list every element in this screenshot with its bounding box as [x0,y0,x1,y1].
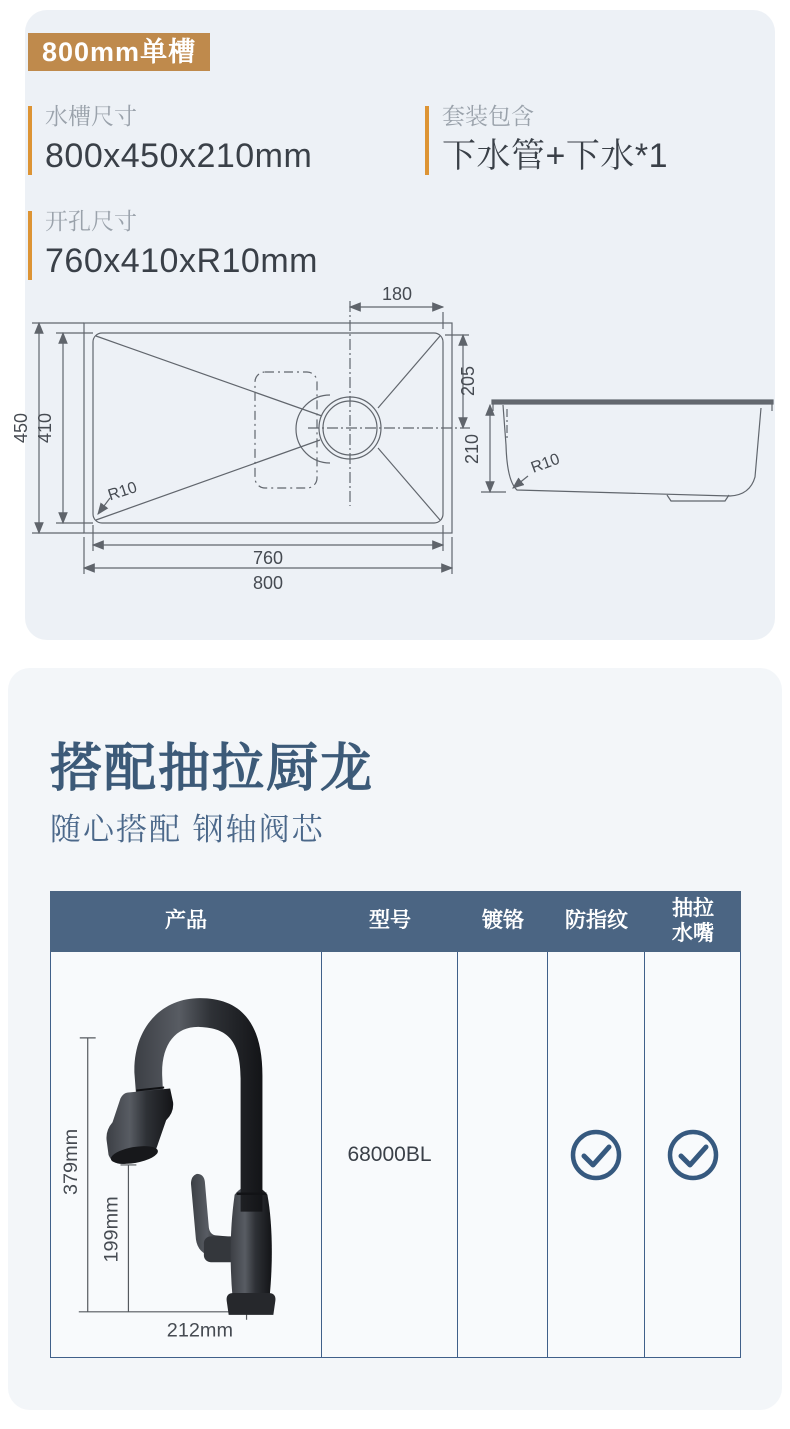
faucet-section-subtitle: 随心搭配 钢轴阀芯 [50,812,325,847]
spec-label: 套装包含 [442,103,534,129]
r10-leader-side [513,476,528,488]
header-model: 型号 [369,909,411,933]
dim-800-label: 800 [252,573,284,593]
plan-r10-label: R10 [106,479,140,505]
dim-180-label: 180 [381,285,413,304]
faucet-section-title: 搭配抽拉厨龙 [50,740,375,798]
cell-pull-spout [645,952,741,1357]
dim-760-label: 760 [252,548,284,568]
faucet-image [51,952,321,1357]
header-anti-fingerprint: 防指纹 [565,909,628,933]
cell-anti-fingerprint [548,952,645,1357]
header-product: 产品 [165,909,207,933]
dim-212-label: 212mm [166,1319,233,1342]
spec-label: 开孔尺寸 [45,208,137,234]
accent-bar [28,106,32,175]
dim-210-label: 210 [462,433,482,465]
model-number: 68000BL [347,1142,432,1166]
spec-value: 800x450x210mm [45,137,313,175]
side-basin-outline [503,405,761,496]
diagonal-tl [96,336,322,416]
header-pull-spout: 抽拉水嘴 [672,897,714,945]
side-rim [492,400,773,404]
diagonal-tr [378,336,440,408]
plan-outer-rect [84,323,452,533]
header-chrome: 镀铬 [482,909,524,933]
dim-450-label: 450 [11,412,31,444]
accent-bar [425,106,429,175]
size-badge: 800mm单槽 [28,33,210,71]
accent-bar [28,211,32,280]
r10-leader-plan [98,498,110,514]
faucet-silhouette [106,998,275,1315]
cell-product-image [50,952,322,1357]
check-icon [568,1127,624,1183]
dim-205-label: 205 [458,365,478,397]
dim-410-label: 410 [35,412,55,444]
cell-model [322,952,458,1357]
diagonal-br [378,448,440,520]
drain-flange-arc [296,395,330,463]
spec-value: 760x410xR10mm [45,242,318,280]
spec-value: 下水管+下水*1 [442,137,668,175]
dim-199-label: 199mm [100,1196,123,1263]
table-header-row [50,891,741,952]
spec-sink-size [28,101,312,177]
cell-chrome [458,952,548,1357]
side-r10-label: R10 [528,450,563,477]
spec-label: 水槽尺寸 [45,103,137,129]
dim-379-label: 379mm [59,1128,82,1196]
faucet-table [50,891,741,1358]
faucet-base [227,1293,276,1315]
table-row [50,952,741,1358]
check-icon [665,1127,721,1183]
drain-assembly-dashed [255,372,317,488]
spec-cutout [28,206,318,282]
spec-package [425,101,668,177]
sink-technical-drawing [0,285,790,615]
faucet-card [8,668,782,1410]
